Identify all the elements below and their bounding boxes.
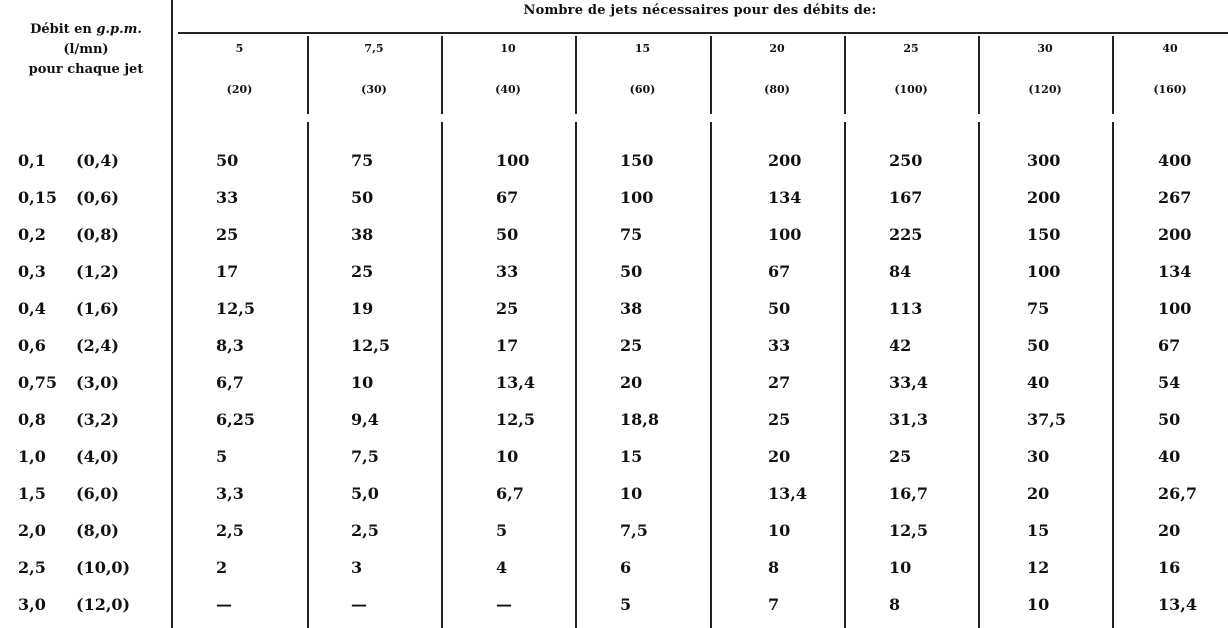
header-underline-rule: [178, 32, 1228, 34]
table-cell: 38: [620, 299, 643, 318]
table-cell: 7,5: [351, 447, 379, 466]
table-cell: 6,7: [496, 484, 524, 503]
left-header-prefix: Débit en: [30, 22, 97, 37]
row-flow-gpm: 2,0: [18, 521, 46, 540]
table-cell: 300: [1027, 151, 1061, 170]
table-cell: 10: [1027, 595, 1050, 614]
table-cell: 100: [496, 151, 530, 170]
table-cell: 20: [1027, 484, 1050, 503]
row-flow-gpm: 0,6: [18, 336, 46, 355]
table-cell: 25: [496, 299, 519, 318]
table-cell: 25: [351, 262, 374, 281]
main-column-header: Nombre de jets nécessaires pour des débits de:: [523, 3, 877, 18]
table-cell: 20: [768, 447, 791, 466]
row-flow-lmn: (4,0): [76, 447, 119, 466]
table-cell: 33: [216, 188, 239, 207]
column-header: [710, 38, 844, 114]
row-flow-gpm: 0,15: [18, 188, 57, 207]
column-header-gpm: 10: [500, 42, 516, 55]
table-cell: 8: [768, 558, 780, 577]
table-cell: 10: [889, 558, 912, 577]
table-cell: 2: [216, 558, 228, 577]
table-cell: 6,7: [216, 373, 244, 392]
table-cell: 67: [1158, 336, 1181, 355]
table-cell: 8,3: [216, 336, 244, 355]
table-cell: 10: [620, 484, 643, 503]
table-cell: 50: [216, 151, 239, 170]
table-cell: 400: [1158, 151, 1192, 170]
column-header-lmn: (100): [894, 83, 928, 96]
table-cell: 40: [1027, 373, 1050, 392]
table-cell: 40: [1158, 447, 1181, 466]
table-row: [0, 290, 1228, 327]
table-cell: 33,4: [889, 373, 928, 392]
column-header-gpm: 40: [1162, 42, 1178, 55]
row-flow-lmn: (0,4): [76, 151, 119, 170]
table-cell: 26,7: [1158, 484, 1197, 503]
table-cell: 6,25: [216, 410, 255, 429]
table-cell: 5: [496, 521, 508, 540]
table-cell: 15: [620, 447, 643, 466]
table-cell: 3,3: [216, 484, 244, 503]
table-cell: 5: [620, 595, 632, 614]
column-rule-header: [710, 36, 712, 114]
table-cell: 5: [216, 447, 228, 466]
column-header-gpm: 15: [634, 42, 651, 55]
table-cell: 19: [351, 299, 374, 318]
table-cell: 31,3: [889, 410, 928, 429]
table-cell: 50: [620, 262, 643, 281]
column-rule-header: [844, 36, 846, 114]
table-cell: 4: [496, 558, 508, 577]
table-cell: 50: [496, 225, 519, 244]
table-row: [0, 327, 1228, 364]
column-header: [441, 38, 575, 114]
row-flow-lmn: (0,6): [76, 188, 119, 207]
left-header-line3: pour chaque jet: [28, 62, 144, 77]
table-cell: 50: [351, 188, 374, 207]
column-header-lmn: (160): [1153, 83, 1187, 96]
table-cell: 200: [768, 151, 802, 170]
table-cell: 25: [216, 225, 239, 244]
table-cell: 75: [351, 151, 374, 170]
table-cell: 50: [1027, 336, 1050, 355]
column-header-gpm: 25: [903, 42, 919, 55]
table-row: [0, 142, 1228, 179]
row-flow-gpm: 3,0: [18, 595, 46, 614]
table-cell: 225: [889, 225, 923, 244]
table-cell: 84: [889, 262, 912, 281]
table-cell: 75: [1027, 299, 1050, 318]
table-row: [0, 216, 1228, 253]
table-cell: 10: [496, 447, 519, 466]
column-rule-header: [978, 36, 980, 114]
table-cell: 134: [1158, 262, 1192, 281]
table-cell: 9,4: [351, 410, 379, 429]
table-row: [0, 586, 1228, 623]
column-header: [1112, 38, 1228, 114]
table-cell: 134: [768, 188, 802, 207]
row-flow-gpm: 0,4: [18, 299, 46, 318]
table-cell: 7: [768, 595, 780, 614]
table-cell: 50: [768, 299, 791, 318]
row-flow-gpm: 0,3: [18, 262, 46, 281]
table-cell: 5,0: [351, 484, 379, 503]
table-cell: 25: [768, 410, 791, 429]
table-cell: 100: [768, 225, 802, 244]
row-flow-gpm: 0,1: [18, 151, 46, 170]
table-cell: 42: [889, 336, 912, 355]
table-cell: 8: [889, 595, 901, 614]
table-cell: 17: [216, 262, 239, 281]
table-cell: 30: [1027, 447, 1050, 466]
table-cell: 113: [889, 299, 923, 318]
column-header: [172, 38, 307, 114]
column-header: [307, 38, 441, 114]
table-cell: 150: [1027, 225, 1061, 244]
column-header-lmn: (30): [361, 83, 387, 96]
table-cell: 16: [1158, 558, 1181, 577]
table-cell: 167: [889, 188, 923, 207]
table-cell: 38: [351, 225, 374, 244]
column-header: [978, 38, 1112, 114]
table-cell: 33: [496, 262, 519, 281]
left-column-header: [0, 20, 172, 80]
row-flow-gpm: 0,75: [18, 373, 57, 392]
table-cell: 13,4: [768, 484, 807, 503]
table-cell: 200: [1158, 225, 1192, 244]
table-cell: 3: [351, 558, 363, 577]
column-rule-header: [307, 36, 309, 114]
table-cell: 250: [889, 151, 923, 170]
table-cell: 100: [1158, 299, 1192, 318]
row-flow-gpm: 0,2: [18, 225, 46, 244]
row-flow-lmn: (1,6): [76, 299, 119, 318]
table-cell: 6: [620, 558, 632, 577]
column-header-lmn: (20): [226, 83, 253, 96]
table-cell: 12: [1027, 558, 1050, 577]
table-cell: 2,5: [216, 521, 244, 540]
table-cell: 37,5: [1027, 410, 1066, 429]
table-cell: 33: [768, 336, 791, 355]
column-header-gpm: 30: [1037, 42, 1053, 55]
table-cell: 54: [1158, 373, 1181, 392]
column-header: [575, 38, 710, 114]
row-flow-lmn: (10,0): [76, 558, 131, 577]
table-cell: 150: [620, 151, 654, 170]
column-header-gpm: 5: [235, 42, 244, 55]
table-cell: 20: [620, 373, 643, 392]
table-row: [0, 475, 1228, 512]
table-cell: 17: [496, 336, 519, 355]
table-cell: 67: [496, 188, 519, 207]
table-cell: 16,7: [889, 484, 928, 503]
column-rule-header: [1112, 36, 1114, 114]
table-cell: 18,8: [620, 410, 659, 429]
column-header: [844, 38, 978, 114]
row-flow-lmn: (12,0): [76, 595, 131, 614]
row-flow-lmn: (0,8): [76, 225, 119, 244]
row-flow-lmn: (1,2): [76, 262, 119, 281]
table-cell: 12,5: [889, 521, 928, 540]
column-header-lmn: (80): [764, 83, 790, 96]
table-cell: 27: [768, 373, 791, 392]
column-rule-header: [575, 36, 577, 114]
row-flow-lmn: (8,0): [76, 521, 119, 540]
left-header-unit: g.p.m.: [96, 22, 142, 37]
column-header-lmn: (40): [495, 83, 521, 96]
row-flow-lmn: (6,0): [76, 484, 119, 503]
table-row: [0, 549, 1228, 586]
table-cell: 12,5: [496, 410, 535, 429]
table-cell: 100: [620, 188, 654, 207]
table-row: [0, 512, 1228, 549]
row-flow-gpm: 1,5: [18, 484, 46, 503]
table-cell: 25: [889, 447, 912, 466]
table-cell: 7,5: [620, 521, 648, 540]
table-cell: 200: [1027, 188, 1061, 207]
table-cell: 75: [620, 225, 643, 244]
row-flow-gpm: 0,8: [18, 410, 46, 429]
row-flow-lmn: (3,0): [76, 373, 119, 392]
table-cell: 13,4: [496, 373, 535, 392]
table-cell: 2,5: [351, 521, 379, 540]
table-cell: 13,4: [1158, 595, 1197, 614]
table-cell: 67: [768, 262, 791, 281]
table-cell: 20: [1158, 521, 1181, 540]
left-header-line2: (l/mn): [63, 42, 109, 57]
table-cell: 12,5: [216, 299, 255, 318]
row-flow-lmn: (2,4): [76, 336, 119, 355]
row-flow-gpm: 1,0: [18, 447, 46, 466]
column-rule-header: [441, 36, 443, 114]
table-row: [0, 253, 1228, 290]
table-row: [0, 179, 1228, 216]
table-row: [0, 401, 1228, 438]
column-header-lmn: (60): [629, 83, 656, 96]
table-cell: 12,5: [351, 336, 390, 355]
table-cell: 100: [1027, 262, 1061, 281]
column-header-lmn: (120): [1028, 83, 1062, 96]
table-row: [0, 438, 1228, 475]
table-cell: 50: [1158, 410, 1181, 429]
row-flow-lmn: (3,2): [76, 410, 119, 429]
table-cell: —: [496, 595, 512, 614]
table-cell: 25: [620, 336, 643, 355]
table-cell: 15: [1027, 521, 1050, 540]
table-cell: —: [216, 595, 232, 614]
table-cell: —: [351, 595, 367, 614]
table-cell: 10: [768, 521, 791, 540]
left-header-line1: [0, 20, 172, 40]
table-row: [0, 364, 1228, 401]
column-header-gpm: 7,5: [364, 42, 384, 55]
row-flow-gpm: 2,5: [18, 558, 46, 577]
column-header-gpm: 20: [769, 42, 785, 55]
table-cell: 267: [1158, 188, 1192, 207]
table-cell: 10: [351, 373, 374, 392]
